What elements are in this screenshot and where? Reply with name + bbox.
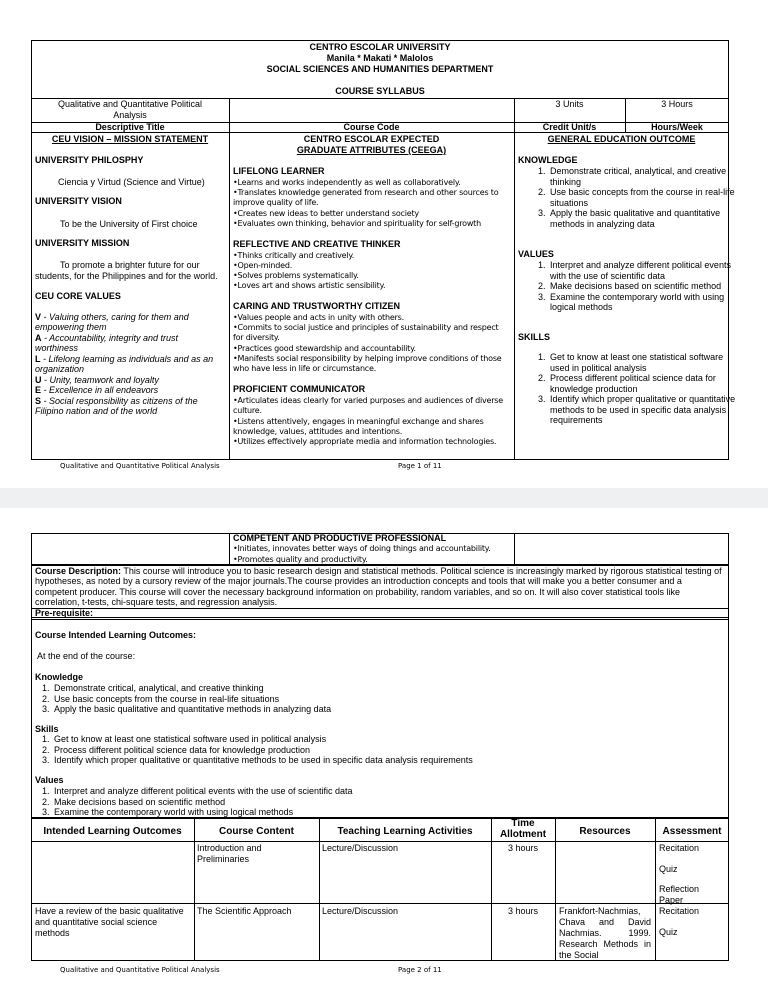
cilo-knowledge-item: 3. Apply the basic qualitative and quantitative methods in analyzing data xyxy=(52,704,732,715)
ceega-heading-cont: GRADUATE ATTRIBUTES (CEEGA) xyxy=(296,145,447,155)
philosophy-text: Ciencia y Virtud (Science and Virtue) xyxy=(58,177,205,187)
core-value-u: U - Unity, teamwork and loyalty xyxy=(35,375,159,385)
table-row2-resources: Frankfort-Nachmias, Chava and David Nachmias. 1999. Research Methods in the Social xyxy=(559,906,651,960)
lifelong-item: •Learns and works independently as well as collaboratively. xyxy=(233,178,461,187)
ge-outcome-heading: GENERAL EDUCATION OUTCOME xyxy=(547,134,696,144)
caring-item: who have less in life or circumstance. xyxy=(233,364,377,373)
course-code-label: Course Code xyxy=(343,122,400,132)
header-assessment: Assessment xyxy=(662,826,722,837)
reflective-item: •Open-minded. xyxy=(233,261,293,270)
table-row2-tla: Lecture/Discussion xyxy=(322,906,399,916)
competent-item: •Initiates, innovates better ways of doing things and accountability. xyxy=(233,544,491,553)
credit-units-label: Credit Unit/s xyxy=(542,122,597,132)
values-item: 2. Make decisions based on scientific method xyxy=(548,281,740,292)
proficient-item: •Articulates ideas clearly for varied purposes and audiences of diverse xyxy=(233,396,503,405)
table-row2-time: 3 hours xyxy=(507,906,539,916)
lifelong-item: •Translates knowledge generated from research and other sources to xyxy=(233,188,499,197)
proficient-item: knowledge, values, attitudes and intentions. xyxy=(233,427,403,436)
cilo-skills-item: 3. Identify which proper qualitative or quantitative methods to be used in specific data analysis requirements xyxy=(52,755,732,766)
header-course-content: Course Content xyxy=(219,826,294,837)
proficient-item: culture. xyxy=(233,406,262,415)
reflective-item: •Thinks critically and creatively. xyxy=(233,251,355,260)
table-row1-assessment: Quiz xyxy=(659,864,678,874)
credit-units-value: 3 Units xyxy=(555,99,584,109)
lifelong-item: •Creates new ideas to better understand society xyxy=(233,209,419,218)
core-value-l: L - Lifelong learning as individuals and as an xyxy=(35,354,214,364)
cilo-values-heading: Values xyxy=(35,775,64,785)
caring-item: for diversity. xyxy=(233,333,280,342)
table-row2-ilo: Have a review of the basic qualitative and quantitative social science methods xyxy=(35,906,184,938)
page1-footer-page: Page 1 of 11 xyxy=(398,462,442,470)
proficient-item: •Listens attentively, engages in meaningful exchange and shares xyxy=(233,417,484,426)
caring-item: •Practices good stewardship and accountability. xyxy=(233,344,416,353)
caring-item: •Manifests social responsibility by helping improve conditions of those xyxy=(233,354,502,363)
reflective-item: •Loves art and shows artistic sensibility. xyxy=(233,281,386,290)
header-time-cont: Allotment xyxy=(499,829,547,840)
page2-footer-course: Qualitative and Quantitative Political Analysis xyxy=(60,966,220,974)
knowledge-list xyxy=(530,166,740,229)
core-value-v: V - Valuing others, caring for them and xyxy=(35,312,189,322)
descriptive-title-label: Descriptive Title xyxy=(95,122,165,132)
course-description-line: Course Description: This course will introduce you to basic research design and statistical methods. Political science is increasingly marked by rigorous statistical testing of xyxy=(35,566,722,576)
proficient-item: •Utilizes effectively appropriate media and information technologies. xyxy=(233,437,497,446)
cilo-knowledge-heading: Knowledge xyxy=(35,672,84,682)
header-ilo: Intended Learning Outcomes xyxy=(43,826,182,837)
vision-text: To be the University of First choice xyxy=(60,219,198,229)
cilo-knowledge-item: 2. Use basic concepts from the course in real-life situations xyxy=(52,694,732,705)
cilo-skills-heading: Skills xyxy=(35,724,59,734)
cilo-values-list xyxy=(34,786,732,818)
page1-footer-course: Qualitative and Quantitative Political Analysis xyxy=(60,462,220,470)
vision-mission-heading: CEU VISION – MISSION STATEMENT xyxy=(51,134,209,144)
cilo-knowledge-item: 1. Demonstrate critical, analytical, and creative thinking xyxy=(52,683,732,694)
university-name: CENTRO ESCOLAR UNIVERSITY xyxy=(309,42,451,52)
cilo-intro: At the end of the course: xyxy=(37,651,136,661)
table-row1-content: Introduction and Preliminaries xyxy=(197,843,262,864)
mission-heading: UNIVERSITY MISSION xyxy=(35,238,130,248)
caring-item: •Values people and acts in unity with others. xyxy=(233,313,404,322)
table-row2-assessment: Quiz xyxy=(659,927,678,937)
table-row1-assessment: Reflection Paper xyxy=(659,884,700,905)
knowledge-heading: KNOWLEDGE xyxy=(518,155,578,165)
syllabus-page-2 xyxy=(0,508,768,1006)
core-value-e: E - Excellence in all endeavors xyxy=(35,385,159,395)
page2-footer-page: Page 2 of 11 xyxy=(398,966,442,974)
course-description-line: hypotheses, as noted by a cursory review of the major journals.The course provides an introduction concepts and tools that will make you a better consumer and a xyxy=(35,576,682,586)
cilo-skills-item: 1. Get to know at least one statistical software used in political analysis xyxy=(52,734,732,745)
knowledge-item: 2. Use basic concepts from the course in real-life situations xyxy=(548,187,740,208)
cilo-knowledge-list xyxy=(34,683,732,715)
skills-list xyxy=(530,352,740,426)
values-heading: VALUES xyxy=(518,249,554,259)
mission-text: To promote a brighter future for our xyxy=(60,260,200,270)
values-item: 3. Examine the contemporary world with using logical methods xyxy=(548,292,740,313)
core-value-a: A - Accountability, integrity and trust xyxy=(35,333,179,343)
knowledge-item: 1. Demonstrate critical, analytical, and creative thinking xyxy=(548,166,740,187)
course-title-value: Qualitative and Quantitative Political xyxy=(57,99,203,109)
core-value-s-cont: Filipino nation and of the world xyxy=(35,406,158,416)
syllabus-page-1 xyxy=(0,0,768,488)
cilo-heading: Course Intended Learning Outcomes: xyxy=(35,630,197,640)
competent-professional-heading: COMPETENT AND PRODUCTIVE PROFESSIONAL xyxy=(233,533,447,543)
values-item: 1. Interpret and analyze different political events with the use of scientific data xyxy=(548,260,740,281)
lifelong-learner-heading: LIFELONG LEARNER xyxy=(233,166,325,176)
core-value-l-cont: organization xyxy=(35,364,85,374)
header-resources: Resources xyxy=(579,826,631,837)
ceega-heading: CENTRO ESCOLAR EXPECTED xyxy=(303,134,440,144)
reflective-thinker-heading: REFLECTIVE AND CREATIVE THINKER xyxy=(233,239,401,249)
lifelong-item: •Evaluates own thinking, behavior and spirituality for self-growth xyxy=(233,219,481,228)
header-tla: Teaching Learning Activities xyxy=(337,826,473,837)
campus-list: Manila * Makati * Malolos xyxy=(326,53,434,63)
knowledge-item: 3. Apply the basic qualitative and quantitative methods in analyzing data xyxy=(548,208,740,229)
skills-item: 1. Get to know at least one statistical software used in political analysis xyxy=(548,352,740,373)
competent-item: •Promotes quality and productivity. xyxy=(233,555,368,564)
core-value-a-cont: worthiness xyxy=(35,343,79,353)
table-row1-assessment: Recitation xyxy=(659,843,700,853)
cilo-values-item: 2. Make decisions based on scientific method xyxy=(52,797,732,808)
course-description-line: correlation, t-tests, chi-square tests, and regression analysis. xyxy=(35,597,278,607)
core-values-heading: CEU CORE VALUES xyxy=(35,291,121,301)
table-row2-content: The Scientific Approach xyxy=(197,906,292,916)
vision-heading: UNIVERSITY VISION xyxy=(35,196,122,206)
cilo-skills-item: 2. Process different political science data for knowledge production xyxy=(52,745,732,756)
mission-text-cont: students, for the Philippines and for the world. xyxy=(35,271,218,281)
core-value-v-cont: empowering them xyxy=(35,322,107,332)
skills-item: 2. Process different political science data for knowledge production xyxy=(548,373,740,394)
table-row1-time: 3 hours xyxy=(507,843,539,853)
hours-week-label: Hours/Week xyxy=(651,122,703,132)
core-value-s: S - Social responsibility as citizens of the xyxy=(35,396,198,406)
proficient-communicator-heading: PROFICIENT COMMUNICATOR xyxy=(233,384,366,394)
cilo-values-item: 1. Interpret and analyze different political events with the use of scientific data xyxy=(52,786,732,797)
philosophy-heading: UNIVERSITY PHILOSPHY xyxy=(35,155,144,165)
caring-item: •Commits to social justice and principles of sustainability and respect xyxy=(233,323,499,332)
table-row2-assessment: Recitation xyxy=(659,906,700,916)
skills-item: 3. Identify which proper qualitative or quantitative methods to be used in specific data analysis requirements xyxy=(548,394,740,426)
cilo-skills-list xyxy=(34,734,732,766)
skills-heading: SKILLS xyxy=(518,332,551,342)
table-row1-tla: Lecture/Discussion xyxy=(322,843,399,853)
values-list xyxy=(530,260,740,313)
reflective-item: •Solves problems systematically. xyxy=(233,271,359,280)
header-time: Time xyxy=(511,818,535,829)
course-title-value-cont: Analysis xyxy=(113,110,147,120)
department-name: SOCIAL SCIENCES AND HUMANITIES DEPARTMENT xyxy=(266,64,494,74)
course-description-label: Course Description: xyxy=(35,566,122,576)
document-title: COURSE SYLLABUS xyxy=(335,86,425,96)
course-description-line: competent producer. This course will cover the necessary background information on probability, random variables, and so on. It will also cover statistical tools like xyxy=(35,587,680,597)
caring-citizen-heading: CARING AND TRUSTWORTHY CITIZEN xyxy=(233,301,400,311)
cilo-values-item: 3. Examine the contemporary world with using logical methods xyxy=(52,807,732,818)
prerequisite-label: Pre-requisite: xyxy=(35,608,94,618)
lifelong-item: improve quality of life. xyxy=(233,198,319,207)
hours-week-value: 3 Hours xyxy=(661,99,693,109)
